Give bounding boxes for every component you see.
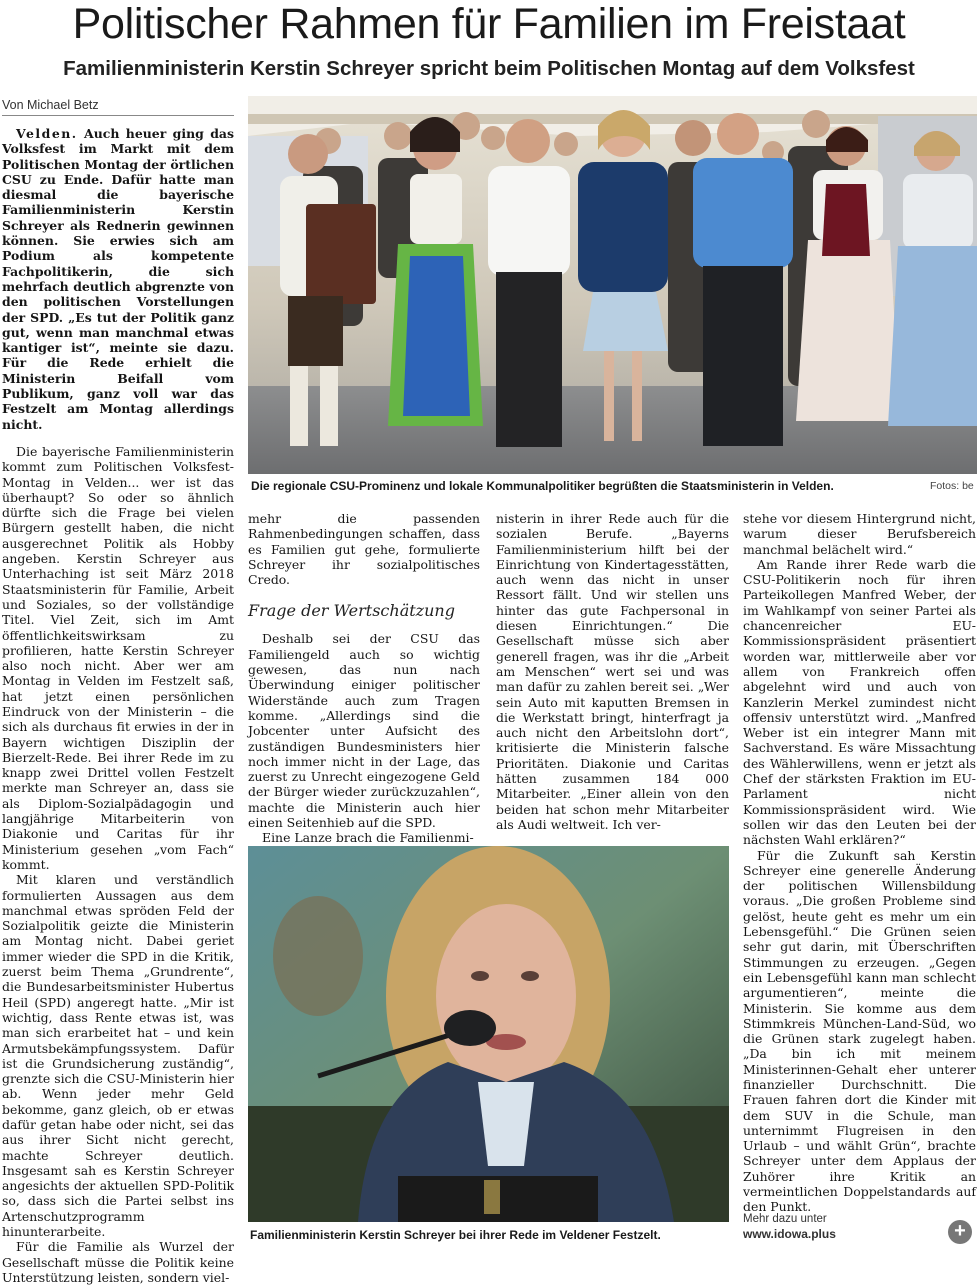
body-paragraph: Für die Familie als Wurzel der Gesellschaft müsse die Politik keine Unterstützung leisten, sondern viel- — [2, 1239, 234, 1285]
group-photo-image — [248, 96, 977, 474]
headline: Politischer Rahmen für Familien im Freistaat — [72, 0, 906, 48]
speaker-photo-image — [248, 846, 729, 1222]
body-paragraph: Eine Lanze brach die Familienmi- — [262, 830, 474, 846]
subheadline: Familienministerin Kerstin Schreyer spricht beim Politischen Montag auf dem Volksfest — [63, 57, 915, 80]
more-info-label: Mehr dazu unter — [743, 1213, 827, 1225]
photo-credit: Fotos: be — [930, 480, 974, 492]
more-info-link[interactable]: www.idowa.plus — [743, 1227, 836, 1241]
speaker-photo — [248, 846, 729, 1222]
article-column-3 — [496, 511, 729, 841]
body-paragraph: mehr die passenden Rahmenbedingungen schaffen, dass es Familien gut gehe, formulierte Schreyer ihr sozialpolitisches Credo. — [248, 511, 480, 588]
byline: Von Michael Betz — [2, 98, 234, 116]
group-photo-caption: Die regionale CSU-Prominenz und lokale Kommunalpolitiker begrüßten die Staatsministerin in Velden. — [251, 479, 834, 493]
body-paragraph: nisterin in ihrer Rede auch für die sozialen Berufe. „Bayerns Familienministerium hilft bei der Einrichtung von Kindertagesstätten, auch wenn das nicht in unser Ressort fällt. Und wir stellen uns hinter das gute Fachpersonal in diesen Einrichtungen.“ Die Gesellschaft müsse sich aber generell fragen, was ihr die „Arbeit am Menschen“ wert sei und was man dafür zu zahlen bereit sei. „Wer sein Auto mit kaputten Bremsen in die Werkstatt bringt, hinterfragt ja auch nicht den Arbeitslohn dort“, kritisierte die Ministerin falsche Prioritäten. Diakonie und Caritas hätten zusammen 184 000 Mitarbeiter. „Einer allein von den beiden hat schon mehr Mitarbeiter als Audi weltweit. Ich ver- — [496, 511, 729, 832]
plus-circle-icon[interactable]: + — [948, 1220, 972, 1244]
speaker-photo-caption: Familienministerin Kerstin Schreyer bei ihrer Rede im Veldener Festzelt. — [250, 1228, 661, 1242]
article-column-1 — [2, 126, 234, 1285]
article-column-4 — [743, 511, 976, 1215]
article-column-2 — [248, 511, 480, 846]
more-info — [743, 1212, 923, 1243]
body-paragraph: stehe vor diesem Hintergrund nicht, warum dieser Berufsbereich manchmal belächelt wird.“ — [743, 511, 976, 557]
section-title: Frage der Wertschätzung — [248, 601, 455, 621]
lead-text: Auch heuer ging das Volksfest im Markt mit dem Politischen Montag der örtlichen CSU zu Ende. Dafür hatte man diesmal die bayerische Familienministerin Kerstin Schreyer als Rednerin gewinnen können. Sie erwies sich am Podium als kompetente Fachpolitikerin, die sich mehrfach deutlich abgrenzte von den politischen Vorstellungen der SPD. „Es tut der Politik ganz gut, wenn man manchmal etwas kantiger ist“, meinte sie dazu. Für die Rede erhielt die Ministerin Beifall vom Publikum, ganz voll war das Festzelt am Montag allerdings nicht. — [2, 126, 234, 432]
dateline: Velden. — [16, 126, 78, 141]
lead-paragraph — [2, 126, 234, 432]
body-paragraph: Mit klaren und verständlich formulierten Aussagen aus dem manchmal etwas spröden Feld der Sozialpolitik geizte die Ministerin am Montag nicht. Dabei geriet immer wieder die SPD in die Kritik, zuerst beim Thema „Grundrente“, die Bundesarbeitsminister Hubertus Heil (SPD) angeregt hatte. „Mir ist wichtig, dass Rente etwas ist, was man sich erarbeitet hat – und kein Armutsbekämpfungssystem. Dafür ist die Grundsicherung zuständig“, grenzte sich die CSU-Ministerin hier ab. Wenn jeder mehr Geld bekomme, ganz gleich, ob er etwas dafür getan habe oder nicht, sei das aus ihrer Sicht nicht gerecht, machte Schreyer deutlich. Insgesamt sah es Kerstin Schreyer angesichts der aktuellen SPD-Politik so, dass sich die Partei selbst ins Artenschutzprogramm hinunterarbeite. — [2, 872, 234, 1240]
body-paragraph: Deshalb sei der CSU das Familiengeld auch so wichtig gewesen, das nun nach Überwindung einiger politischer Widerstände auch zum Tragen komme. „Allerdings sind die Jobcenter unter Aufsicht des zuständigen Bundesministers hier noch immer nicht in der Lage, das zuerst zu Unrecht eingezogene Geld der Bürger wieder zurückzuzahlen“, machte die Ministerin auch hier einen Seitenhieb auf die SPD. — [248, 631, 480, 831]
body-paragraph: Für die Zukunft sah Kerstin Schreyer eine generelle Änderung der politischen Willensbildung voraus. „Die großen Probleme sind gelöst, heute geht es mehr um ein Lebensgefühl.“ Die Grünen seien sehr gut darin, mit Überschriften Stimmungen zu erzeugen. „Gegen ein Lebensgefühl kann man schlecht argumentieren“, meinte die Ministerin. Sie komme aus dem Stimmkreis München-Land-Süd, wo die Grünen stark zugelegt haben. „Da bin ich mit meinem Ministerinnen-Gehalt eher unterer finanzieller Durchschnitt. Die Frauen fahren dort die Kinder mit dem SUV in die Schule, man unternimmt Flugreisen in den Urlaub – und wählt Grün“, brachte Schreyer unter dem Applaus der Zuhörer ihre Kritik an vermeintlichen Doppelstandards auf den Punkt. — [743, 847, 976, 1215]
group-photo — [248, 96, 977, 474]
body-paragraph: Die bayerische Familienministerin kommt zum Politischen Volksfest-Montag in Velden... wer ist das überhaupt? So oder so ähnlich dürfte sich die Frage bei vielen Bürgern gestellt haben, die nicht ausgerechnet Politik als Hobby angeben. Kerstin Schreyer aus Unterhaching ist seit März 2018 Staatsministerin für Familie, Arbeit und Soziales, so der vollständige Titel. Viel Zeit, sich im Amt öffentlichkeitswirksam zu profilieren, hatte Kerstin Schreyer also noch nicht. Aber wer am Montag in Velden im Festzelt saß, hat jetzt einen persönlichen Eindruck von der Ministerin – die sich als durchaus fit erwies in der in Bayern wichtigen Disziplin der Bierzelt-Rede. Bei ihrer Rede im zu knapp zwei Drittel vollen Festzelt merkte man Schreyer an, dass sie als Diplom-Sozialpädagogin und langjährige Mitarbeiterin von Diakonie und Caritas für ihr Ministerium gesehen „vom Fach“ kommt. — [2, 443, 234, 872]
body-paragraph: Am Rande ihrer Rede warb die CSU-Politikerin noch für ihren Parteikollegen Manfred Weber, der im Wahlkampf von seiner Partei als chancenreicher EU-Kommissionspräsident präsentiert worden war, mittlerweile aber vor allem von Frankreich offen abgelehnt wird und auch von Kanzlerin Merkel zumindest nicht offensiv unterstützt wird. „Manfred Weber ist ein integrer Mann mit Sachverstand. Es wäre Missachtung des Wählerwillens, wenn er jetzt als Chef der stärksten Fraktion im EU-Parlament nicht Kommissionspräsident wird. Wie sollen wir das den Leuten bei der nächsten Wahl erklären?“ — [743, 556, 976, 848]
